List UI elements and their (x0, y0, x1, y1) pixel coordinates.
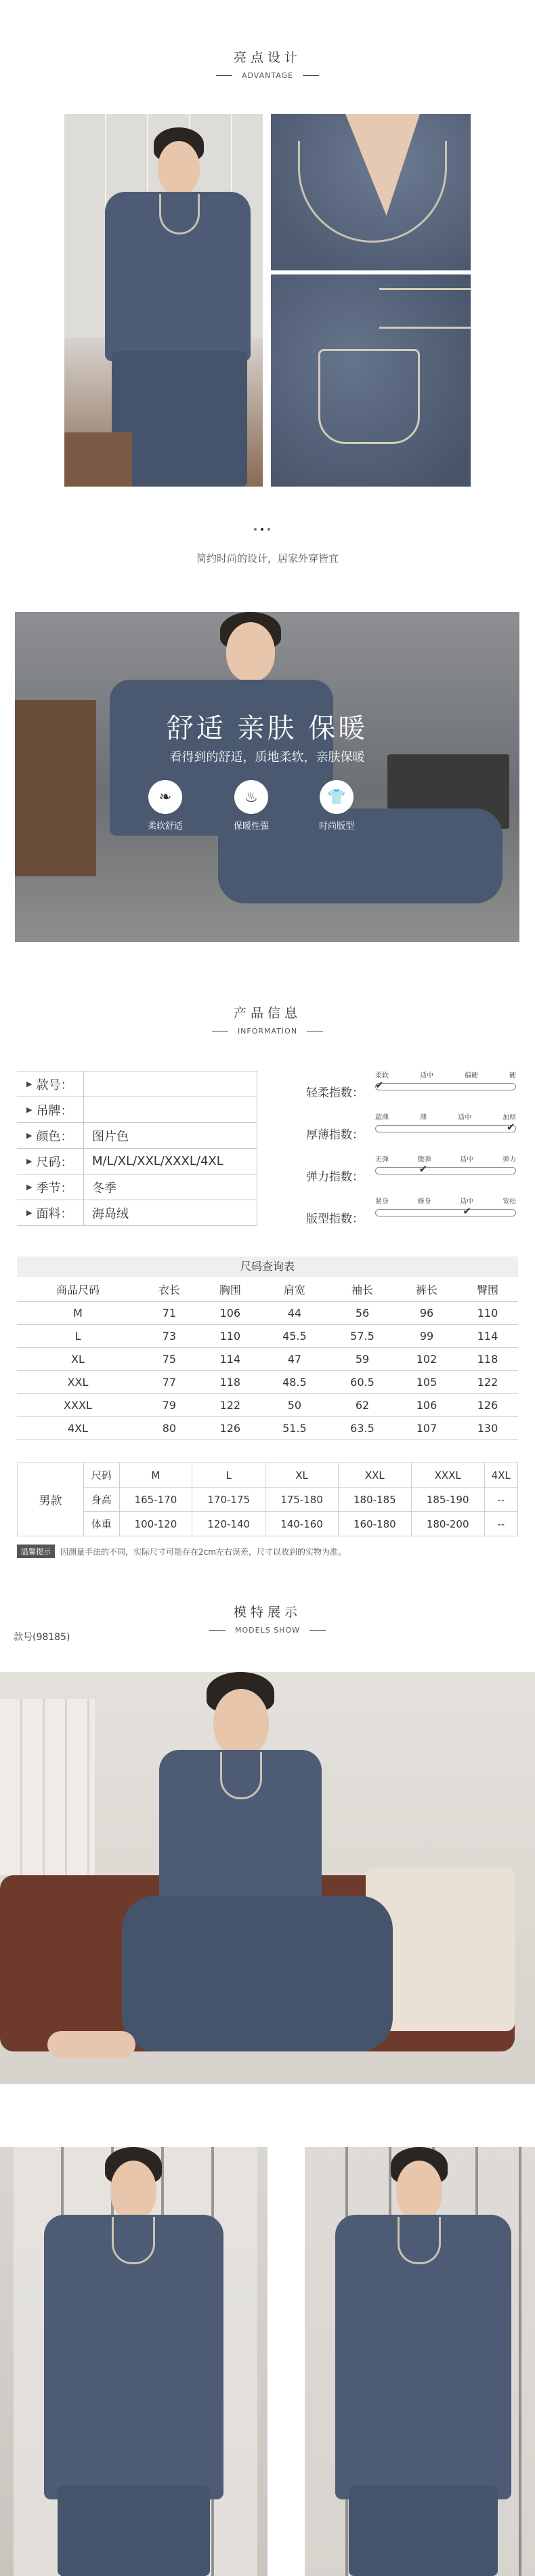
feature-label: 柔软舒适 (147, 821, 183, 832)
scale-tick: 薄 (420, 1114, 427, 1122)
triangle-icon: ▶ (26, 1208, 33, 1217)
scale-tick: 硬 (509, 1072, 516, 1080)
check-icon: ✔ (375, 1079, 384, 1091)
table-cell: 114 (200, 1347, 261, 1370)
model-face (110, 2161, 156, 2220)
feather-icon: ❧ (148, 780, 182, 814)
table-cell: L (192, 1463, 265, 1488)
spec-row (17, 1123, 257, 1149)
spec-key: 吊牌： (36, 1103, 73, 1118)
divider-line (303, 75, 319, 76)
spec-key: 季节： (36, 1181, 73, 1195)
softness-scale (306, 1069, 516, 1105)
hero-headline: 舒适 亲肤 保暖 (166, 713, 368, 744)
carousel-dot-active (261, 528, 263, 531)
model-number: 款号(98185) (14, 1632, 70, 1643)
advantage-subtitle: ADVANTAGE (241, 71, 294, 80)
table-row (18, 1488, 518, 1512)
table-cell: 45.5 (261, 1324, 328, 1347)
table-cell: 77 (139, 1370, 200, 1393)
carousel-dots (254, 528, 270, 531)
pajama-collar (159, 194, 200, 234)
table-cell: 体重 (84, 1512, 120, 1536)
table-cell: 114 (457, 1324, 518, 1347)
table-header-cell: 商品尺码 (17, 1278, 139, 1301)
table-cell: L (17, 1324, 139, 1347)
model-face (213, 1689, 269, 1757)
check-icon: ✔ (463, 1205, 471, 1217)
check-icon: ✔ (419, 1163, 428, 1175)
hero-subline: 看得到的舒适，质地柔软，亲肤保暖 (169, 750, 365, 764)
carousel-dot (268, 528, 270, 531)
scale-bar (375, 1125, 516, 1132)
table-cell: 130 (457, 1416, 518, 1439)
table-cell: 73 (139, 1324, 200, 1347)
table-row (17, 1347, 518, 1370)
triangle-icon: ▶ (26, 1080, 33, 1088)
pocket-closeup-photo (271, 274, 471, 487)
scale-tick: 适中 (460, 1198, 474, 1206)
advantage-heading (0, 47, 535, 80)
size-note (17, 1545, 346, 1558)
spec-key: 面料： (36, 1206, 73, 1221)
table-cell: 身高 (84, 1488, 120, 1512)
table-header-cell: 胸围 (200, 1278, 261, 1301)
table-cell: 56 (328, 1301, 396, 1324)
scale-tick: 超薄 (375, 1114, 389, 1122)
product-info-heading (0, 1003, 535, 1036)
pajama-collar (398, 2217, 441, 2264)
thickness-scale (306, 1111, 516, 1147)
table-cell: 102 (396, 1347, 457, 1370)
pajama-pants (112, 351, 247, 487)
spec-value: 图片色 (83, 1123, 257, 1148)
scale-tick: 适中 (460, 1156, 474, 1164)
model-seated-photo (64, 114, 263, 487)
spec-key: 款号： (36, 1078, 73, 1092)
table-cell: 122 (200, 1393, 261, 1416)
table-cell: 106 (200, 1301, 261, 1324)
table-cell: 48.5 (261, 1370, 328, 1393)
table-row (17, 1393, 518, 1416)
table-header-cell: 臀围 (457, 1278, 518, 1301)
table-cell: 185-190 (411, 1488, 484, 1512)
table-header-row (17, 1278, 518, 1301)
divider-line (209, 1630, 226, 1631)
spec-value: M/L/XL/XXL/XXXL/4XL (83, 1149, 257, 1174)
table-cell: 100-120 (119, 1512, 192, 1536)
pajama-collar (112, 2217, 155, 2264)
feature-label: 时尚版型 (318, 821, 354, 832)
shirt-icon: 👕 (320, 780, 354, 814)
table-cell: 60.5 (328, 1370, 396, 1393)
product-info-subtitle: INFORMATION (237, 1027, 298, 1036)
table-cell: -- (484, 1488, 517, 1512)
scale-bar (375, 1167, 516, 1174)
table-cell: XXXL (17, 1393, 139, 1416)
table-cell: 107 (396, 1416, 457, 1439)
elasticity-scale (306, 1153, 516, 1189)
table-cell: 106 (396, 1393, 457, 1416)
table-cell: 4XL (484, 1463, 517, 1488)
table-row (18, 1463, 518, 1488)
scale-tick: 宽松 (502, 1198, 516, 1206)
table-cell: 175-180 (265, 1488, 339, 1512)
table-row (18, 1512, 518, 1536)
check-icon: ✔ (507, 1121, 515, 1133)
feature-label: 保暖性强 (233, 821, 269, 832)
scale-tick: 偏硬 (465, 1072, 478, 1080)
spec-row (17, 1097, 257, 1123)
table-cell: -- (484, 1512, 517, 1536)
model-standing-photo-right (305, 2147, 535, 2576)
men-size-table (17, 1463, 518, 1536)
table-cell: 165-170 (119, 1488, 192, 1512)
table-cell: 118 (200, 1370, 261, 1393)
table-cell: 80 (139, 1416, 200, 1439)
table-cell: 180-200 (411, 1512, 484, 1536)
table-row (17, 1324, 518, 1347)
scale-tick: 弹力 (502, 1156, 516, 1164)
table-cell: 75 (139, 1347, 200, 1370)
triangle-icon: ▶ (26, 1183, 33, 1191)
spec-value (83, 1097, 257, 1122)
table-cell: 122 (457, 1370, 518, 1393)
table-cell: XL (17, 1347, 139, 1370)
table-cell: 44 (261, 1301, 328, 1324)
models-heading (0, 1602, 535, 1635)
scale-tick: 加厚 (502, 1114, 516, 1122)
table-cell: 140-160 (265, 1512, 339, 1536)
table-header-cell: 裤长 (396, 1278, 457, 1301)
product-info-title: 产品信息 (233, 1006, 301, 1021)
scale-tick: 无弹 (375, 1156, 389, 1164)
scale-tick: 适中 (458, 1114, 471, 1122)
table-row (17, 1301, 518, 1324)
scale-label: 弹力指数： (306, 1170, 364, 1184)
table-row (17, 1416, 518, 1439)
table-cell: 170-175 (192, 1488, 265, 1512)
note-text: 因测量手法的不同，实际尺寸可能存在2cm左右误差，尺寸以收到的实物为准。 (60, 1547, 346, 1557)
table-cell: 118 (457, 1347, 518, 1370)
table-cell: 79 (139, 1393, 200, 1416)
triangle-icon: ▶ (26, 1105, 33, 1114)
carousel-dot (254, 528, 257, 531)
table-cell: XXL (338, 1463, 411, 1488)
scale-tick: 微弹 (417, 1156, 431, 1164)
model-standing-photo-left (0, 2147, 268, 2576)
table-cell: 57.5 (328, 1324, 396, 1347)
table-cell: 47 (261, 1347, 328, 1370)
table-cell: XL (265, 1463, 339, 1488)
table-cell: 126 (200, 1416, 261, 1439)
scale-tick: 紧身 (375, 1198, 389, 1206)
model-sofa-photo (0, 1672, 535, 2084)
note-tag: 温馨提示 (17, 1545, 55, 1558)
table-cell: 110 (200, 1324, 261, 1347)
table-cell: XXL (17, 1370, 139, 1393)
spec-row (17, 1149, 257, 1174)
table-header-cell: 衣长 (139, 1278, 200, 1301)
spec-value: 冬季 (83, 1174, 257, 1200)
table-row (17, 1370, 518, 1393)
models-title: 模特展示 (233, 1605, 301, 1620)
scale-label: 轻柔指数： (306, 1086, 364, 1100)
table-cell: 71 (139, 1301, 200, 1324)
divider-line (216, 75, 232, 76)
triangle-icon: ▶ (26, 1157, 33, 1166)
pajama-pants (349, 2486, 498, 2576)
collar-closeup-photo (271, 114, 471, 270)
table-cell: 62 (328, 1393, 396, 1416)
models-subtitle: MODELS SHOW (235, 1626, 300, 1635)
table-cell: XXXL (411, 1463, 484, 1488)
pajama-pants (58, 2486, 210, 2576)
divider-line (309, 1630, 326, 1631)
fit-scale (306, 1195, 516, 1231)
table-cell: M (17, 1301, 139, 1324)
table-cell: 160-180 (338, 1512, 411, 1536)
pajama-pants (122, 1896, 393, 2051)
spec-key: 尺码： (36, 1155, 73, 1170)
table-cell: 96 (396, 1301, 457, 1324)
spec-value (83, 1071, 257, 1097)
pajama-collar (220, 1752, 262, 1799)
table-cell: 99 (396, 1324, 457, 1347)
table-cell: 4XL (17, 1416, 139, 1439)
table-cell: 63.5 (328, 1416, 396, 1439)
table-header-cell: 袖长 (328, 1278, 396, 1301)
table-cell: 51.5 (261, 1416, 328, 1439)
flame-icon: ♨ (234, 780, 268, 814)
size-chart-table (17, 1278, 518, 1440)
size-chart-title: 尺码查询表 (17, 1256, 518, 1277)
table-cell: 110 (457, 1301, 518, 1324)
table-cell: 50 (261, 1393, 328, 1416)
table-cell: 126 (457, 1393, 518, 1416)
triangle-icon: ▶ (26, 1131, 33, 1140)
scale-tick: 适中 (420, 1072, 433, 1080)
hero-banner (15, 612, 519, 942)
spec-key: 颜色： (36, 1129, 73, 1144)
scale-label: 版型指数： (306, 1212, 364, 1226)
scale-tick: 修身 (417, 1198, 431, 1206)
table-header-cell: 肩宽 (261, 1278, 328, 1301)
spec-row (17, 1071, 257, 1097)
table-cell: 180-185 (338, 1488, 411, 1512)
table-cell: 105 (396, 1370, 457, 1393)
model-face (396, 2161, 442, 2220)
spec-row (17, 1200, 257, 1226)
tagline: 简约时尚的设计，居家外穿皆宜 (196, 552, 339, 565)
table-cell: 120-140 (192, 1512, 265, 1536)
spec-table (17, 1071, 257, 1226)
gender-label: 男款 (18, 1463, 84, 1536)
spec-value: 海岛绒 (83, 1200, 257, 1225)
model-face (158, 141, 200, 195)
scale-label: 厚薄指数： (306, 1128, 364, 1142)
table-cell: 59 (328, 1347, 396, 1370)
scale-bar (375, 1083, 516, 1090)
model-face (226, 622, 275, 682)
table-cell: 尺码 (84, 1463, 120, 1488)
advantage-title: 亮点设计 (233, 50, 301, 65)
spec-row (17, 1174, 257, 1200)
table-cell: M (119, 1463, 192, 1488)
scale-bar (375, 1209, 516, 1217)
scale-tick: 柔软 (375, 1072, 389, 1080)
